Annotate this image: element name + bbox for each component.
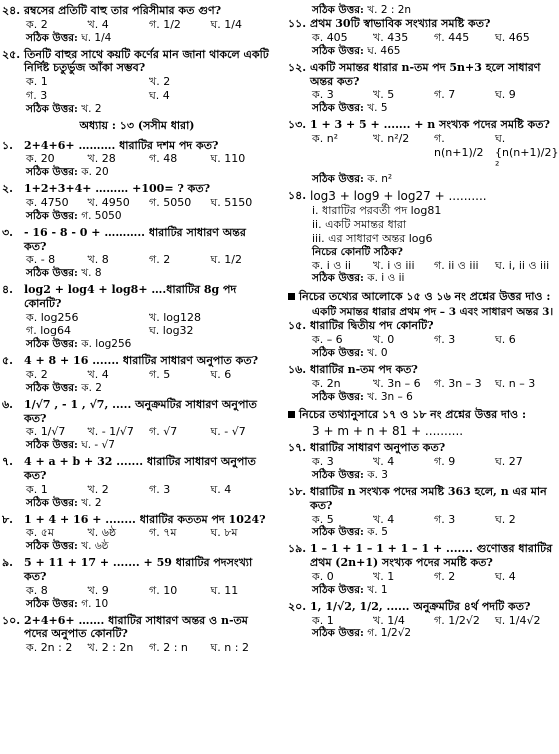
option: গ. 10 [149,583,178,597]
answer-label: সঠিক উত্তর: [312,526,364,539]
answer [2,540,272,553]
question [2,226,272,280]
answer-label: সঠিক উত্তর: [26,166,78,178]
question-text: 1 + 3 + 5 + ....... + n সংখ্যক পদের সমষ্টি কত? [310,118,550,132]
answer [288,627,556,640]
answer-label: সঠিক উত্তর: [26,102,78,115]
answer-value: গ. 10 [81,597,109,610]
answer-value: খ. 0 [367,346,388,359]
question-line [2,614,272,642]
options [2,152,272,166]
question-number: ৬. [2,397,13,411]
option: ঘ. n : 2 [210,641,249,655]
answer-value: ক. n² [367,173,393,186]
question-line [2,513,272,527]
bullet-square-icon [288,411,295,418]
question-text: log3 + log9 + log27 + .......... [310,189,487,204]
option: ক. n² [312,131,339,145]
left-column [2,4,272,658]
option: গ. 445 [434,30,470,44]
question-text: ধারাটির দ্বিতীয় পদ কোনটি? [310,319,434,333]
option: ক. 1 [312,613,334,627]
question-text: 1 – 1 + 1 – 1 + 1 – 1 + ....... গুণোত্তর ধারাটির প্রথম (2n+1) সংখ্যক পদের সমষ্টি কত? [310,542,553,570]
option: গ. ৭ম [149,526,177,540]
answer-value: ঘ. - √7 [81,439,115,452]
answer [288,272,556,285]
option: ঘ. 4 [495,569,516,583]
right-column [288,4,559,643]
options [2,253,272,267]
question-number: ১৭. [288,441,307,455]
question [2,614,272,655]
option: ক. 0 [312,569,334,583]
answer [288,584,556,597]
question-text: 2+4+6+ ……. ধারাটির সাধারণ অন্তর ও n-তম পদের অনুপাত কোনটি? [24,613,248,641]
answer-label: সঠিক উত্তর: [26,381,78,394]
option: খ. - 1/√7 [87,425,134,439]
answer-label: সঠিক উত্তর: [312,346,364,359]
answer-label: সঠিক উত্তর: [312,468,364,481]
option: ঘ. 11 [210,583,239,597]
question-line [288,363,556,377]
options [288,31,556,45]
option: গ. 3 [434,333,456,347]
question [288,363,556,404]
question-text: 4 + a + b + 32 ....... ধারাটির সাধারণ অনুপাত কত? [24,455,256,482]
option: খ. 2 : 2n [87,641,134,655]
options [288,570,556,584]
option: ঘ. n – 3 [495,376,536,390]
answer-value: ক. log256 [81,338,132,351]
question-line [2,226,272,254]
option: ক. 8 [26,583,48,597]
question-text: 1/√7 , - 1 , √7, ..... অনুক্রমটির সাধারণ অনুপাত কত? [24,397,257,425]
question [2,398,272,452]
question-number: ২০. [288,599,307,613]
question-text: ধারাটির সাধারণ অনুপাত কত? [310,441,446,455]
option: গ. 9 [434,455,456,469]
answer-value: ঘ. 1/4 [81,31,112,44]
answer-value: ক. 3 [367,468,388,481]
answer [288,526,556,539]
answer [288,347,556,360]
options [2,196,272,210]
option: ঘ. 5150 [210,195,253,209]
option: খ. 5 [373,88,395,102]
option: ক. 1/√7 [26,425,66,439]
answer-value: ক. i ও ii [367,272,405,285]
question-number: ২. [2,182,13,196]
question-line [288,542,556,570]
option: ঘ. 6 [210,368,232,381]
option: গ. 3 [26,88,48,102]
question [288,17,556,58]
answer-label: সঠিক উত্তর: [312,44,364,57]
option: খ. 1/4 [373,613,405,627]
question-number: ৭. [2,455,13,469]
answer-value: খ. 2 : 2n [367,4,412,16]
question-line [2,139,272,153]
statement: ii. একটি সমান্তর ধারা [312,218,407,231]
question-line [288,485,556,513]
answer-label: সঠিক উত্তর: [312,173,364,186]
option: ঘ. 6 [495,333,516,347]
question-number: ৫. [2,354,13,368]
info-text: একটি সমান্তর ধারার প্রথম পদ – 3 এবং সাধারণ অন্তর 3। [312,306,554,319]
answer-label: সঠিক উত্তর: [312,102,364,114]
option: গ. 3 [434,512,456,526]
question-text: ধারাটির n-তম পদ কত? [310,363,418,376]
option: খ. i ও iii [373,258,415,272]
option: ক. 5 [312,512,334,526]
question-number: ১৬. [288,363,307,376]
options [2,368,272,382]
answer-value: ক. 5 [367,526,388,539]
option: ক. 2n [312,376,341,390]
answer [2,166,272,179]
option: গ. ii ও iii [434,258,479,272]
option: খ. n²/2 [373,131,410,145]
question-text: - 16 - 8 - 0 + ……….. ধারাটির সাধারণ অন্তর কত? [24,225,246,253]
question-text: log2 + log4 + log8+ ….ধারাটির 8g পদ কোনটি? [24,283,237,310]
question [2,283,272,351]
answer [2,210,272,223]
question-line [2,455,272,483]
question-number: ১২. [288,60,307,74]
option: গ. 5050 [149,195,192,209]
answer-value: খ. 2 [81,496,102,509]
question-line [2,283,272,311]
answer [288,102,556,115]
option: ক. 3 [312,455,334,469]
options [288,377,556,391]
option: খ. 2 [87,482,109,496]
question-text: 1+2+3+4+ ……… +100= ? কত? [24,182,211,196]
option: ঘ. 9 [495,88,516,102]
question-text: 1, 1/√2, 1/2, ...... অনুক্রমটির ৪র্থ পদটি কত? [310,599,531,613]
option: খ. 28 [87,152,116,166]
answer-label: সঠিক উত্তর: [26,209,78,222]
options [2,641,272,655]
option: খ. 4 [373,455,395,469]
option: ঘ. ৮ম [210,526,238,540]
question [288,600,556,641]
option: ঘ. {n(n+1)/2}² [495,131,559,173]
answer [288,4,556,17]
option: গ. 5 [149,368,171,381]
answer [288,173,556,186]
option: খ. 1 [373,569,395,583]
options [288,131,559,173]
statement: iii. এর সাধারণ অন্তর log6 [312,231,433,245]
question-line [288,319,556,333]
question-line [2,556,272,584]
option: গ. 7 [434,88,456,102]
answer [2,32,272,45]
answer-value: খ. 1 [367,583,388,596]
question-number: ২৫. [2,47,21,61]
answer-value: খ. 2 [81,102,102,115]
question-text: ধারাটির n সংখ্যক পদের সমষ্টি 363 হলে, n এর মান কত? [310,485,547,512]
option: গ. n(n+1)/2 [434,131,484,159]
answer-label: সঠিক উত্তর: [312,272,364,285]
question-line [2,398,272,426]
question-text: তিনটি বাহুর সাথে কয়টি কর্ণের মান জানা থাকলে একটি নির্দিষ্ট চতুর্ভুজ আঁকা সম্ভব? [24,47,269,75]
question-number: ২৪. [2,4,21,17]
question-line [288,17,556,31]
answer-value: খ. 5 [367,102,388,114]
option: খ. 4 [87,368,109,381]
question-text: 2+4+6+ ………. ধারাটির দশম পদ কত? [24,138,219,152]
question [288,542,556,596]
answer-value: গ. 1/2√2 [367,627,412,640]
question-line [288,600,556,614]
answer [288,469,556,482]
option: ক. 3 [312,88,334,102]
option: খ. log128 [149,310,201,324]
option: ক. 2 [26,368,48,381]
options [288,259,556,273]
answer-label: সঠিক উত্তর: [312,627,364,640]
options [288,455,556,469]
answer [2,598,272,611]
question-text: রম্বসের প্রতিটি বাহু তার পরিসীমার কত গুণ? [24,4,222,17]
option: ক. i ও ii [312,258,351,272]
answer-label: সঠিক উত্তর: [26,597,78,610]
question-text: 4 + 8 + 16 ....... ধারাটির সাধারণ অনুপাত কত? [24,354,259,368]
question-number: ১. [2,138,13,152]
options [2,483,272,497]
question-line [2,182,272,196]
option: খ. 4950 [87,195,130,209]
option: গ. 48 [149,152,178,166]
option: গ. 1/2 [149,17,181,31]
answer-value: ক. 20 [81,166,109,178]
answer [2,497,272,510]
option: ক. - 8 [26,253,56,267]
answer-label: সঠিক উত্তর: [26,439,78,452]
option: খ. 2 [149,75,171,89]
option: গ. 2 [434,569,456,583]
question [288,441,556,482]
answer [2,103,272,116]
options [288,333,556,347]
question [2,139,272,180]
options [2,75,272,103]
answer [288,45,556,58]
option: গ. 2 : n [149,641,188,655]
answer-label: সঠিক উত্তর: [26,540,78,553]
option: ঘ. 2 [495,512,516,526]
answer-label: সঠিক উত্তর: [312,583,364,596]
question-line [288,441,556,455]
question [288,61,556,115]
question [2,513,272,554]
question [288,118,559,186]
question-number: ১৮. [288,485,307,498]
option: খ. 4 [373,512,395,526]
question-number: ৮. [2,512,13,526]
answer [288,391,556,404]
question-text: প্রথম 30টি স্বাভাবিক সংখ্যার সমষ্টি কত? [310,17,491,31]
question-number: ১০. [2,613,21,627]
option: খ. ৬ষ্ঠ [87,526,117,540]
question-line [288,118,556,132]
statement: i. ধারাটির পরবর্তী পদ log81 [312,204,442,218]
option: গ. 1/2√2 [434,613,480,627]
block-title-text: নিচের তথ্যানুসারে ১৭ ও ১৮ নং প্রশ্নের উত্তর দাও : [299,407,527,421]
question-line [288,61,556,89]
question [288,189,556,285]
question-text: একটি সমান্তর ধারার n-তম পদ 5n+3 হলে সাধারণ অন্তর কত? [310,60,541,88]
question-text: 5 + 11 + 17 + ....... + 59 ধারাটির পদসংখ্যা কত? [24,556,253,583]
question-text: 1 + 4 + 16 + ........ ধারাটির কততম পদ 1024? [24,512,266,526]
bullet-square-icon [288,293,295,300]
answer-value: ক. 2 [81,381,102,394]
option: খ. 0 [373,333,395,347]
answer [2,439,272,452]
option: ক. log256 [26,310,79,324]
answer-value: গ. 5050 [81,209,122,222]
question-line [2,354,272,368]
question [2,556,272,610]
option: ক. 2n : 2 [26,641,73,655]
prompt: নিচের কোনটি সঠিক? [312,245,403,258]
answer-label: সঠিক উত্তর: [312,390,364,403]
answer [2,338,272,351]
question [2,4,272,45]
answer [2,382,272,395]
option: ক. 2 [26,17,48,31]
question-number: ৪. [2,283,13,297]
option: গ. 2 [149,253,171,267]
option: গ. 3 [149,482,171,496]
question-number: ১১. [288,17,307,31]
question-number: ৩. [2,225,13,239]
option: খ. 435 [373,30,409,44]
question [2,354,272,395]
question-number: ৯. [2,556,13,570]
answer-value: খ. ৬ষ্ঠ [81,540,109,553]
question-line [2,4,272,18]
answer-value: খ. 3n – 6 [367,390,413,403]
option: ক. 1 [26,75,48,89]
answer-value: খ. 8 [81,267,102,279]
option: খ. 3n – 6 [373,376,421,390]
option: ঘ. 465 [495,30,530,44]
option: গ. √7 [149,425,178,439]
options [2,584,272,598]
question-line [2,48,272,76]
option: ঘ. i, ii ও iii [495,258,550,272]
answer [2,267,272,280]
options [2,425,272,439]
option: গ. 3n – 3 [434,376,482,390]
block-title-text: নিচের তথ্যের আলোকে ১৫ ও ১৬ নং প্রশ্নের উত্তর দাও : [299,289,551,303]
options [288,88,556,102]
answer-label: সঠিক উত্তর: [312,4,364,16]
question-number: ১৯. [288,542,307,556]
question-number: ১৪. [288,189,307,203]
option: ক. 1 [26,482,48,496]
answer-label: সঠিক উত্তর: [26,496,78,509]
answer-label: সঠিক উত্তর: [26,338,78,351]
option: ক. – 6 [312,333,343,347]
option: ঘ. 110 [210,152,246,166]
options [2,311,272,339]
option: ক. 405 [312,30,348,44]
option: ঘ. 1/4 [210,17,242,31]
question-number: ১৫. [288,319,307,333]
option: ঘ. 4 [149,88,170,102]
option: খ. 9 [87,583,109,597]
series-expression: 3 + m + n + 81 + .......... [312,424,464,439]
options [288,614,556,628]
option: গ. log64 [26,324,71,338]
question-line [288,189,556,204]
answer-value: ঘ. 465 [367,44,401,57]
answer-label: সঠিক উত্তর: [26,31,78,44]
option: ঘ. 4 [210,482,232,496]
option: খ. 8 [87,253,109,267]
chapter-heading: অধ্যায় : ১৩ (সসীম ধারা) [79,118,195,132]
info-block-title [288,408,556,422]
question [288,319,556,360]
option: ঘ. 27 [495,455,523,469]
option: ক. 20 [26,152,55,166]
info-block-title [288,290,556,304]
question [2,455,272,509]
options [2,18,272,32]
question-number: ১৩. [288,118,307,132]
answer-label: সঠিক উত্তর: [26,267,78,279]
option: ঘ. - √7 [210,425,246,439]
option: ঘ. log32 [149,324,194,338]
option: ক. 4750 [26,195,69,209]
question [288,485,556,539]
option: ঘ. 1/2 [210,253,242,267]
option: ক. ৫ম [26,526,54,540]
option: ঘ. 1/4√2 [495,613,541,627]
question [2,182,272,223]
question [2,48,272,116]
options [2,526,272,540]
option: খ. 4 [87,17,109,31]
options [288,513,556,527]
